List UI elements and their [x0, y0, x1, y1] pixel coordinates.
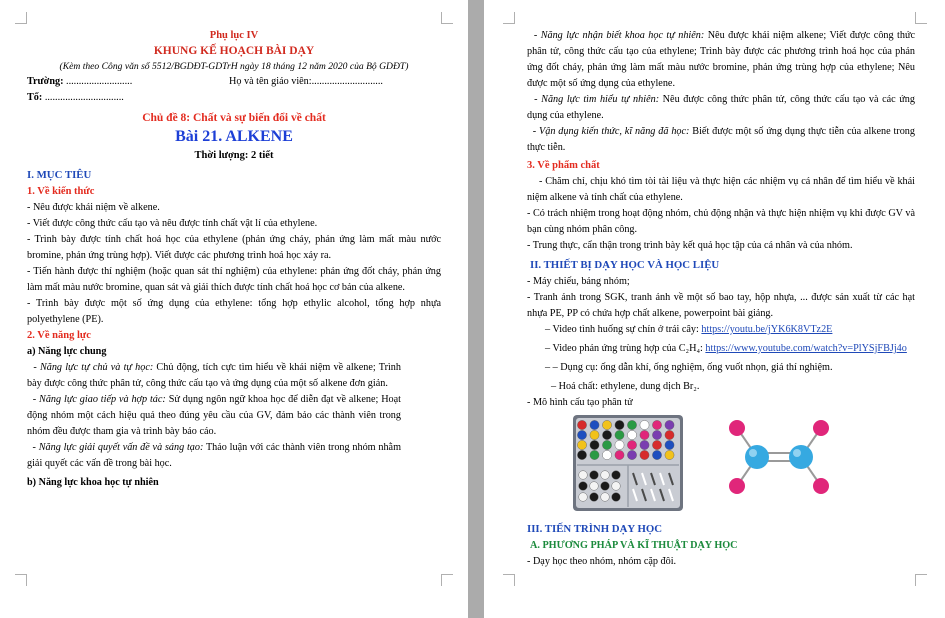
- competence-text: Thảo luận với các thành viên trong nhóm nhằm giải quyết các vấn đề trong bài học.: [27, 442, 401, 469]
- chemicals-item: – Hoá chất: ethylene, dung dịch Br₂.: [551, 381, 700, 392]
- knowledge-item: - Nêu được khái niệm về alkene.: [27, 202, 160, 213]
- general-competence-item: - Năng lực giải quyết vấn đề và sáng tạo: Thảo luận với các thành viên trong nhóm nhằm giải quyết các vấn đề trong bài học.: [27, 442, 401, 469]
- document-page-left: [0, 0, 468, 618]
- science-competence-item: - Vận dụng kiến thức, kĩ năng đã học: Biết được một số ứng dụng thực tiễn của alkene trong thực tiễn.: [527, 126, 915, 153]
- general-competence-heading: a) Năng lực chung: [27, 346, 107, 357]
- general-competence-item: - Năng lực giao tiếp và hợp tác: Sử dụng ngôn ngữ khoa học để diễn đạt về alkene; Hoạt động nhóm một cách hiệu quả theo đúng yêu cầu của GV, đảm bảo các thành viên trong nhóm đều được tham gia và trình bày báo cáo.: [27, 394, 402, 437]
- teacher-value: ............................: [311, 76, 383, 87]
- science-competence-heading: b) Năng lực khoa học tự nhiên: [27, 477, 159, 488]
- knowledge-item: - Trình bày được một số ứng dụng của ethylene: tổng hợp ethylic alcohol, tổng hợp nhựa polyethylene (PE).: [27, 298, 441, 325]
- duration: Thời lượng: 2 tiết: [194, 150, 274, 161]
- competence-text: Biết được một số ứng dụng thực tiễn của alkene trong thực tiễn.: [527, 126, 915, 153]
- molecular-model-kit-image: [573, 415, 683, 511]
- group-field: [27, 90, 441, 106]
- teacher-label: Họ và tên giáo viên:: [229, 76, 312, 87]
- video-item: [527, 341, 915, 357]
- school-field: [27, 74, 229, 90]
- crop-mark: [503, 574, 515, 586]
- crop-mark: [915, 12, 927, 24]
- competence-label: Năng lực tự chủ và tự học:: [39, 362, 154, 373]
- crop-mark: [503, 12, 515, 24]
- quality-item: - Trung thực, cẩn thận trong trình bày kết quả học tập của cá nhân và của nhóm.: [527, 240, 853, 251]
- section-equipment: II. THIẾT BỊ DẠY HỌC VÀ HỌC LIỆU: [530, 259, 720, 271]
- general-competence-item: - Năng lực tự chủ và tự học: Chủ động, tích cực tìm hiểu về khái niệm về alkene; Trình bày được công thức phân tử, công thức cấu tạo và ứng dụng của một số alkene đơn giản.: [27, 362, 401, 389]
- video-item: [527, 322, 915, 338]
- knowledge-item: - Trình bày được tính chất hoá học của ethylene (phản ứng cháy, phản ứng làm mất màu nước bromine, phản ứng trùng hợp). Viết được các phương trình hoá học xảy ra.: [27, 234, 441, 261]
- competence-label: Năng lực giải quyết vấn đề và sáng tạo:: [38, 442, 204, 453]
- video-link[interactable]: https://www.youtube.com/watch?v=PlYSjFBJj4o: [705, 343, 907, 354]
- methods-heading: A. PHƯƠNG PHÁP VÀ KĨ THUẬT DẠY HỌC: [530, 540, 738, 551]
- lesson-title: Bài 21. ALKENE: [175, 128, 293, 145]
- competence-text: Sử dụng ngôn ngữ khoa học để diễn đạt về alkene; Hoạt động nhóm một cách hiệu quả theo đúng yêu cầu của GV, đảm bảo các thành viên trong nhóm đều được tham gia và trình bày báo cáo.: [27, 394, 402, 437]
- school-value: ..........................: [63, 76, 133, 87]
- left-page-content: [27, 28, 441, 491]
- competence-label: Vận dụng kiến thức, kĩ năng đã học:: [539, 126, 690, 137]
- crop-mark: [441, 574, 453, 586]
- topic-heading: Chủ đề 8: Chất và sự biến đổi về chất: [142, 112, 326, 124]
- equipment-item: - Tranh ảnh trong SGK, tranh ảnh về một số bao tay, hộp nhựa, ... được sản xuất từ các hạt nhựa PE, PP có chứa hợp chất alkene, powerpoint bài giảng.: [527, 292, 915, 319]
- competence-label: Năng lực tìm hiểu tự nhiên:: [541, 94, 660, 105]
- school-label: Trường:: [27, 76, 64, 87]
- plan-title: KHUNG KẾ HOẠCH BÀI DẠY: [153, 45, 315, 57]
- quality-item: - Chăm chỉ, chịu khó tìm tòi tài liệu và thực hiện các nhiệm vụ cá nhân để tìm hiểu về khái niệm alkene và tính chất của ethylene.: [527, 176, 915, 203]
- competence-label: Năng lực giao tiếp và hợp tác:: [39, 394, 166, 405]
- science-competence-item: - Năng lực tìm hiểu tự nhiên: Nêu được công thức phân tử, công thức cấu tạo và các ứng dụng của ethylene.: [527, 94, 915, 121]
- group-value: ...............................: [42, 92, 124, 103]
- knowledge-item: - Tiến hành được thí nghiệm (hoặc quan sát thí nghiệm) của ethylene: phản ứng đốt cháy, phản ứng làm mất màu nước bromine, quan sát và giải thích được tính chất hoá học cơ bản của alkene.: [27, 266, 441, 293]
- science-competence-item: - Năng lực nhận biết khoa học tự nhiên: Nêu được khái niệm alkene; Viết được công thức phân tử, công thức cấu tạo của ethylene; Trình bày được các phương trình hoá học của phản ứng đốt cháy, phản ứng làm mất màu nước bromine, phản ứng trùng hợp của ethylene; Nêu được một số ứng dụng của ethylene.: [527, 30, 915, 89]
- video-label: – Video phản ứng trùng hợp của C₂H₄:: [545, 343, 706, 354]
- sub-competence: 2. Về năng lực: [27, 330, 91, 341]
- crop-mark: [441, 12, 453, 24]
- model-item: - Mô hình cấu tạo phân tử: [527, 397, 633, 408]
- competence-label: Năng lực nhận biết khoa học tự nhiên:: [540, 30, 705, 41]
- competence-text: Nêu được khái niệm alkene; Viết được công thức phân tử, công thức cấu tạo của ethylene; Trình bày được các phương trình hoá học của phản ứng đốt cháy, phản ứng làm mất màu nước bromine, phản ứng trùng hợp của ethylene; Nêu được một số ứng dụng của ethylene.: [527, 30, 915, 89]
- video-link[interactable]: https://youtu.be/jYK6K8VTz2E: [701, 324, 833, 335]
- crop-mark: [15, 12, 27, 24]
- appendix-label: Phụ lục IV: [209, 30, 259, 41]
- section-procedure: III. TIẾN TRÌNH DẠY HỌC: [527, 523, 663, 535]
- school-teacher-row: [27, 74, 441, 90]
- quality-item: - Có trách nhiệm trong hoạt động nhóm, chủ động nhận và thực hiện nhiệm vụ khi được GV và bạn cùng nhóm phân công.: [527, 208, 916, 235]
- competence-text: Chủ động, tích cực tìm hiểu về khái niệm về alkene; Trình bày được công thức phân tử, công thức cấu tạo và ứng dụng của một số alkene đơn giản.: [27, 362, 401, 389]
- illustration-row: [527, 411, 915, 521]
- video-label: – Video tình huống sự chín ở trái cây:: [545, 324, 702, 335]
- group-label: Tổ:: [27, 92, 43, 103]
- competence-text: Nêu được công thức phân tử, công thức cấu tạo và các ứng dụng của ethylene.: [527, 94, 915, 121]
- ethylene-model-image: [727, 415, 831, 499]
- crop-mark: [15, 574, 27, 586]
- section-objectives: I. MỤC TIÊU: [27, 169, 92, 181]
- teacher-field: [229, 74, 383, 90]
- crop-mark: [915, 574, 927, 586]
- plan-note: (Kèm theo Công văn số 5512/BGDĐT-GDTrH ngày 18 tháng 12 năm 2020 của Bộ GDĐT): [59, 61, 409, 72]
- equipment-item: - Máy chiếu, bảng nhóm;: [527, 276, 630, 287]
- sub-knowledge: 1. Về kiến thức: [27, 186, 95, 197]
- method-item: - Dạy học theo nhóm, nhóm cặp đôi.: [527, 556, 677, 567]
- tools-item: – – Dụng cụ: ống dẫn khí, ống nghiệm, ống vuốt nhọn, giá thí nghiệm.: [545, 362, 833, 373]
- right-page-content: [527, 28, 915, 570]
- knowledge-item: - Viết được công thức cấu tạo và nêu được tính chất vật lí của ethylene.: [27, 218, 318, 229]
- sub-qualities: 3. Về phẩm chất: [527, 160, 600, 171]
